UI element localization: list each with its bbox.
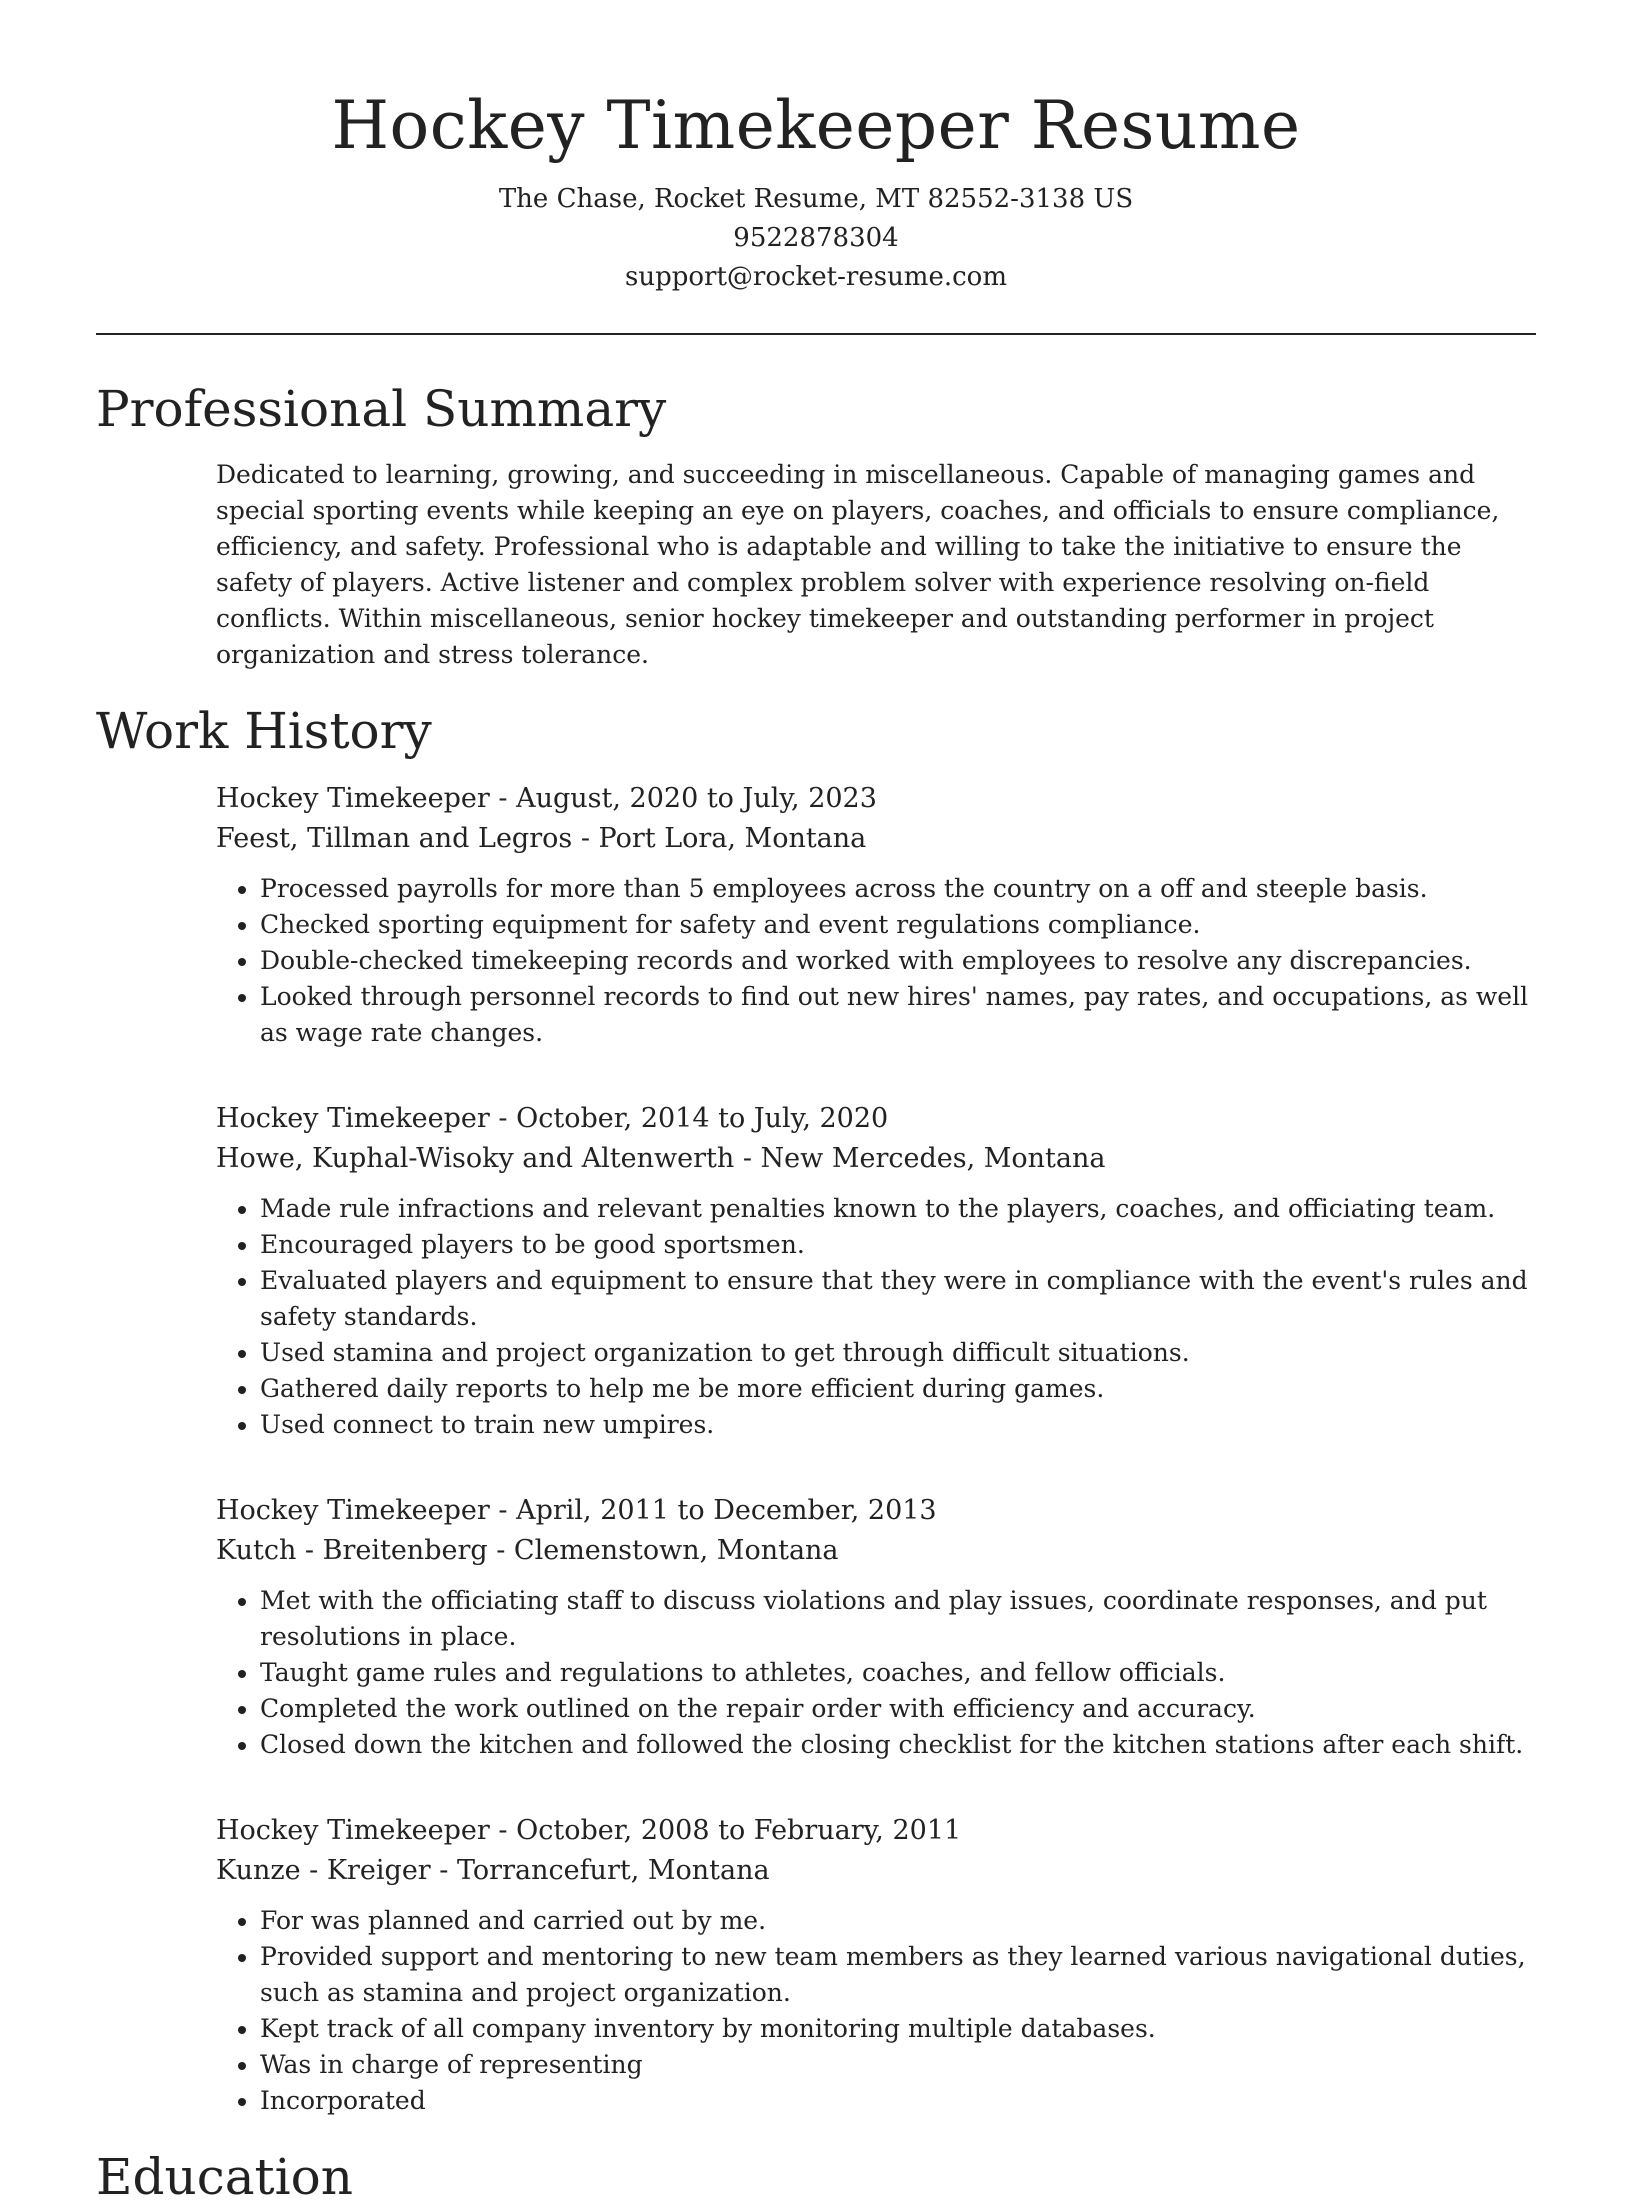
job-bullet: • Used stamina and project organization to get through difficult situations. [260, 1335, 1534, 1371]
job-bullet: • Double-checked timekeeping records and worked with employees to resolve any discrepancies. [260, 943, 1534, 979]
job-title-line: Hockey Timekeeper - October, 2014 to July, 2020 [216, 1103, 889, 1134]
work-history-heading: Work History [96, 702, 432, 760]
job-bullet: • Made rule infractions and relevant penalties known to the players, coaches, and officiating team. [260, 1191, 1534, 1227]
contact-address: The Chase, Rocket Resume, MT 82552-3138 US [498, 184, 1134, 214]
job-title-line: Hockey Timekeeper - August, 2020 to July, 2023 [216, 783, 877, 814]
job-bullet: • Used connect to train new umpires. [260, 1407, 1534, 1443]
job-bullet-list [216, 1583, 1534, 1763]
contact-block [96, 180, 1536, 297]
summary-heading: Professional Summary [96, 380, 667, 438]
job-bullet-list [216, 1191, 1534, 1443]
job-bullet: • Taught game rules and regulations to athletes, coaches, and fellow officials. [260, 1655, 1534, 1691]
job-bullet: • Checked sporting equipment for safety and event regulations compliance. [260, 907, 1534, 943]
job-company-line: Feest, Tillman and Legros - Port Lora, Montana [216, 823, 867, 854]
job-entry [216, 779, 1536, 1051]
job-bullet-list [216, 1903, 1534, 2119]
job-bullet: • Was in charge of representing [260, 2047, 1534, 2083]
job-bullet: • Kept track of all company inventory by monitoring multiple databases. [260, 2011, 1534, 2047]
resume-title: Hockey Timekeeper Resume [331, 87, 1301, 164]
job-bullet: • Provided support and mentoring to new team members as they learned various navigational duties, such as stamina and project organization. [260, 1939, 1534, 2011]
contact-email: support@rocket-resume.com [624, 262, 1007, 292]
resume-header [96, 0, 1536, 297]
job-entry [216, 1491, 1536, 1763]
job-title-line: Hockey Timekeeper - April, 2011 to December, 2013 [216, 1495, 937, 1526]
job-bullet: • Gathered daily reports to help me be more efficient during games. [260, 1371, 1534, 1407]
job-entry [216, 1099, 1536, 1443]
job-bullet: • Completed the work outlined on the repair order with efficiency and accuracy. [260, 1691, 1534, 1727]
education-heading: Education [96, 2148, 353, 2206]
job-bullet: • Met with the officiating staff to discuss violations and play issues, coordinate responses, and put resolutions in place. [260, 1583, 1534, 1655]
job-title-line: Hockey Timekeeper - October, 2008 to February, 2011 [216, 1815, 962, 1846]
header-divider [96, 333, 1536, 335]
job-company-line: Howe, Kuphal-Wisoky and Altenwerth - New Mercedes, Montana [216, 1143, 1106, 1174]
job-company-line: Kutch - Breitenberg - Clemenstown, Montana [216, 1535, 839, 1566]
job-bullet-list [216, 871, 1534, 1051]
job-bullet: • For was planned and carried out by me. [260, 1903, 1534, 1939]
job-bullet: • Incorporated [260, 2083, 1534, 2119]
job-bullet: • Closed down the kitchen and followed the closing checklist for the kitchen stations after each shift. [260, 1727, 1534, 1763]
job-bullet: • Looked through personnel records to find out new hires' names, pay rates, and occupations, as well as wage rate changes. [260, 979, 1534, 1051]
job-bullet: • Evaluated players and equipment to ensure that they were in compliance with the event's rules and safety standards. [260, 1263, 1534, 1335]
job-entry [216, 1811, 1536, 2119]
summary-text: Dedicated to learning, growing, and succeeding in miscellaneous. Capable of managing games and special sporting events while keeping an eye on players, coaches, and officials to ensure compliance, efficiency, and safety. Professional who is adaptable and willing to take the initiative to ensure the safety of players. Active listener and complex problem solver with experience resolving on-field conflicts. Within miscellaneous, senior hockey timekeeper and outstanding performer in project organization and stress tolerance. [216, 460, 1500, 669]
resume-page [96, 0, 1536, 2207]
job-company-line: Kunze - Kreiger - Torrancefurt, Montana [216, 1855, 770, 1886]
job-bullet: • Encouraged players to be good sportsmen. [260, 1227, 1534, 1263]
job-bullet: • Processed payrolls for more than 5 employees across the country on a off and steeple basis. [260, 871, 1534, 907]
contact-phone: 9522878304 [733, 223, 899, 253]
